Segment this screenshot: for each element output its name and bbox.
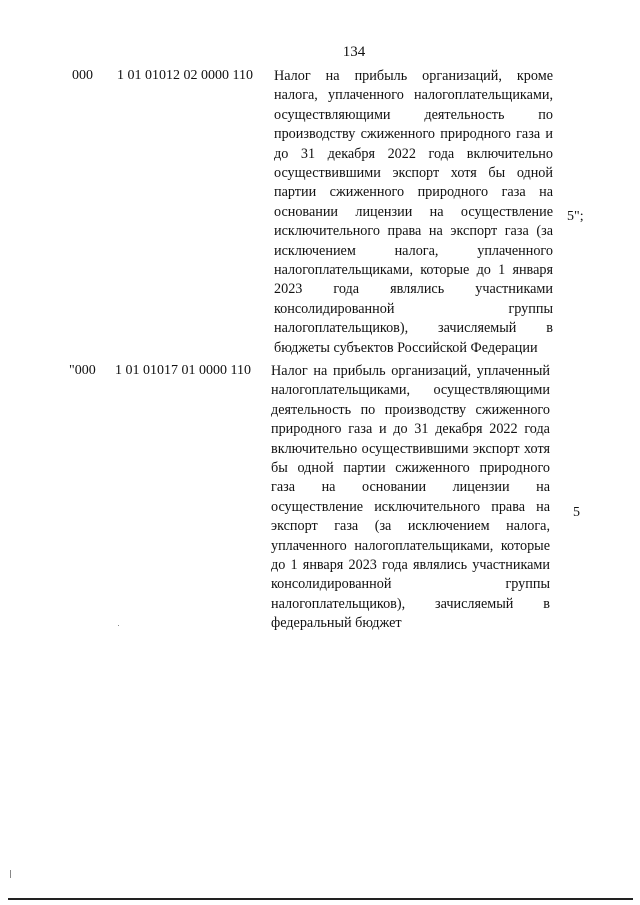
kbk-code: 1 01 01012 02 0000 110 bbox=[117, 68, 253, 83]
admin-code: 000 bbox=[72, 68, 93, 83]
scan-artifact bbox=[118, 625, 119, 626]
bottom-scan-edge bbox=[8, 898, 633, 900]
distribution-norm: 5 bbox=[573, 505, 580, 520]
scan-artifact bbox=[10, 870, 11, 878]
kbk-code: 1 01 01017 01 0000 110 bbox=[115, 363, 251, 378]
distribution-norm: 5"; bbox=[567, 209, 584, 224]
income-description: Налог на прибыль организаций, уплаченный налогоплательщиками, осуществляющими деятельность по производству сжиженного природного газа и до 31 декабря 2022 года включительно осуществившими экспорт хотя бы одной партии сжиженного природного газа на основании лицензии на осуществление исключительного права на экспорт газа (за исключением налога, уплаченного налогоплательщиками, которые до 1 января 2023 года являлись участниками консолидированной группы налогоплательщиков), зачисляемый в федеральный бюджет bbox=[271, 363, 550, 632]
income-description: Налог на прибыль организаций, кроме налога, уплаченного налогоплательщиками, осуществляющими деятельность по производству сжиженного природного газа и до 31 декабря 2022 года включительно осуществившими экспорт хотя бы одной партии сжиженного природного газа на основании лицензии на осуществление исключительного права на экспорт газа (за исключением налога, уплаченного налогоплательщиками, которые до 1 января 2023 года являлись участниками консолидированной группы налогоплательщиков), зачисляемый в бюджеты субъектов Российской Федерации bbox=[274, 68, 553, 356]
page-number: 134 bbox=[342, 44, 366, 60]
admin-code: "000 bbox=[69, 363, 96, 378]
